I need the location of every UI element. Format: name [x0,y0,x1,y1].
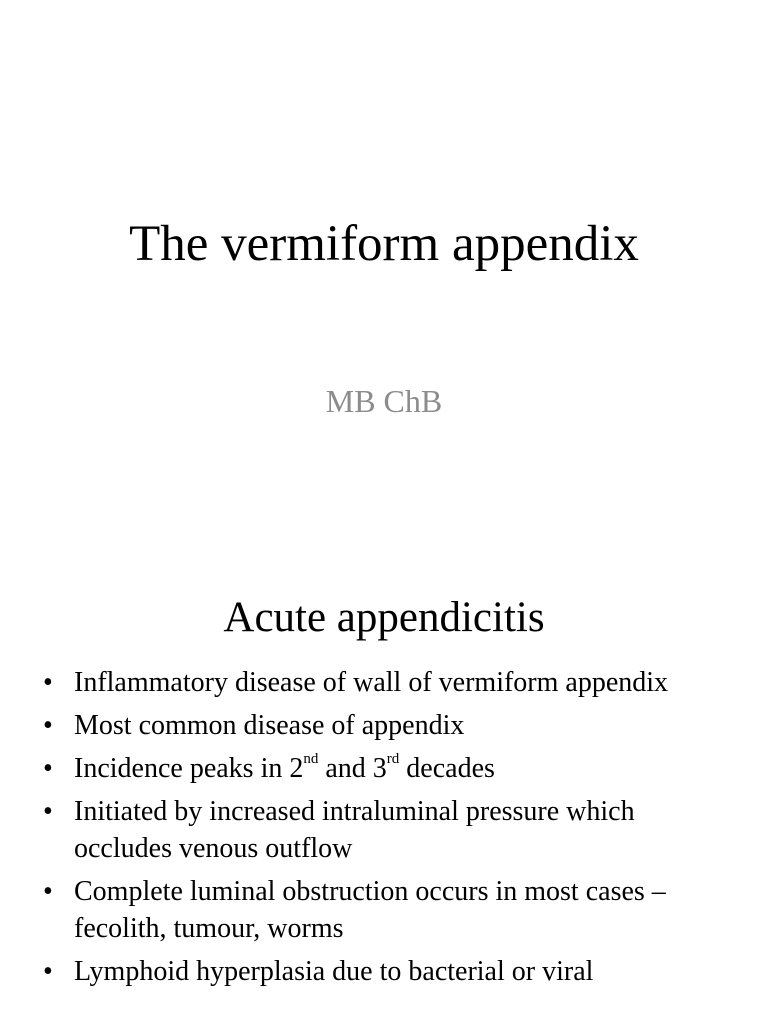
bullet-text-part: and 3 [318,753,387,784]
slide-subtitle: MB ChB [325,383,443,419]
slide-title: The vermiform appendix [129,216,639,272]
bullet-item-incidence [0,750,768,787]
bullet-list [0,664,768,996]
bullet-icon: • [43,667,53,698]
bullet-text: Inflammatory disease of wall of vermiform appendix [74,667,669,698]
slide-heading: Acute appendicitis [223,594,545,641]
bullet-item-pathogenesis [0,793,768,867]
bullet-icon: • [43,876,53,907]
bullet-text: Most common disease of appendix [74,710,465,741]
bullet-icon: • [43,710,53,741]
bullet-item-obstruction [0,873,768,947]
bullet-item-definition [0,664,768,701]
bullet-text: Initiated by increased intraluminal pressure which occludes venous outflow [74,796,635,864]
ordinal-suffix: rd [386,750,400,767]
bullet-icon: • [43,956,53,987]
bullet-text: Complete luminal obstruction occurs in most cases – fecolith, tumour, worms [74,876,666,944]
bullet-item-prevalence [0,707,768,744]
bullet-text-part: decades [399,753,495,784]
bullet-item-lymphoid [0,953,768,990]
bullet-icon: • [43,796,53,827]
bullet-icon: • [43,753,53,784]
bullet-text-part: Incidence peaks in 2 [74,753,304,784]
bullet-text: Lymphoid hyperplasia due to bacterial or viral [74,956,594,987]
ordinal-suffix: nd [303,750,319,767]
